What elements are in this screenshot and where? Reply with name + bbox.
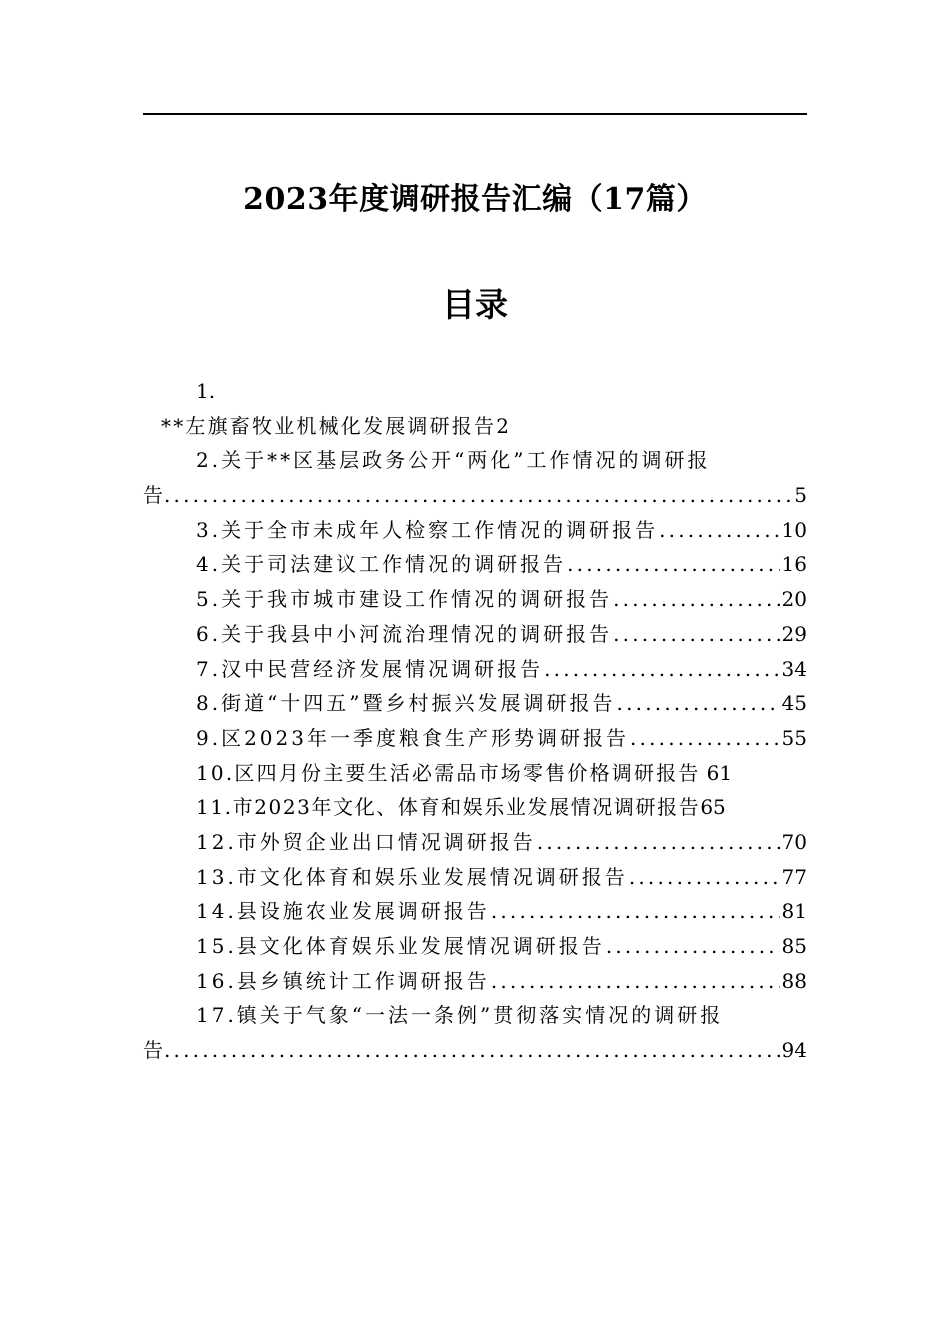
dot-leader bbox=[617, 686, 780, 721]
toc-item-2-text: 2.关于**区基层政务公开“两化”工作情况的调研报 bbox=[196, 448, 711, 473]
toc-item-17-page: 94 bbox=[781, 1038, 807, 1063]
toc-item-text: 3.关于全市未成年人检察工作情况的调研报告 bbox=[196, 517, 659, 542]
toc-item-14[interactable] bbox=[143, 894, 807, 929]
toc-item-text: 7.汉中民营经济发展情况调研报告 bbox=[196, 656, 544, 681]
toc-item-text: 8.街道“十四五”暨乡村振兴发展调研报告 bbox=[196, 691, 616, 716]
toc-item-page: 10 bbox=[781, 517, 807, 542]
toc-item-4[interactable] bbox=[143, 547, 807, 582]
dot-leader bbox=[491, 894, 780, 929]
toc-item-text: 11.市2023年文化、体育和娱乐业发展情况调研报告 bbox=[196, 795, 701, 820]
dot-leader bbox=[613, 617, 779, 652]
toc-item-15[interactable] bbox=[143, 929, 807, 964]
toc-item-page: 88 bbox=[781, 968, 807, 993]
dot-leader bbox=[537, 825, 780, 860]
top-rule bbox=[143, 113, 807, 115]
toc-item-6[interactable] bbox=[143, 617, 807, 652]
toc-item-text: 16.县乡镇统计工作调研报告 bbox=[196, 968, 490, 993]
toc-item-page: 20 bbox=[781, 587, 807, 612]
toc-item-text: 9.区2023年一季度粮食生产形势调研报告 bbox=[196, 725, 629, 750]
toc-item-1-number: 1. bbox=[196, 379, 216, 403]
toc-item-1-page: 2 bbox=[496, 413, 509, 438]
table-of-contents bbox=[143, 374, 807, 1068]
toc-item-page: 16 bbox=[781, 552, 807, 577]
toc-item-page: 61 bbox=[706, 760, 733, 785]
toc-item-9[interactable] bbox=[143, 721, 807, 756]
toc-item-1-text: **左旗畜牧业机械化发展调研报告 bbox=[161, 413, 497, 438]
toc-item-2-line1[interactable] bbox=[143, 443, 807, 478]
toc-item-page: 85 bbox=[781, 934, 807, 958]
dot-leader bbox=[659, 513, 779, 548]
toc-item-page: 55 bbox=[781, 725, 807, 750]
toc-item-1[interactable] bbox=[143, 409, 807, 444]
toc-item-17-text: 17.镇关于气象“一法一条例”贯彻落实情况的调研报 bbox=[196, 1003, 724, 1028]
toc-item-8[interactable] bbox=[143, 686, 807, 721]
toc-item-1-number-line[interactable] bbox=[143, 374, 807, 409]
toc-item-text: 4.关于司法建议工作情况的调研报告 bbox=[196, 552, 567, 577]
toc-item-3[interactable] bbox=[143, 513, 807, 548]
dot-leader bbox=[613, 582, 779, 617]
dot-leader bbox=[606, 929, 780, 964]
document-title: 2023年度调研报告汇编（17篇） bbox=[243, 182, 707, 217]
toc-item-text: 5.关于我市城市建设工作情况的调研报告 bbox=[196, 587, 613, 612]
toc-item-7[interactable] bbox=[143, 652, 807, 687]
toc-item-13[interactable] bbox=[143, 860, 807, 895]
toc-item-2-text-cont: 告 bbox=[143, 483, 163, 508]
toc-item-text: 15.县文化体育娱乐业发展情况调研报告 bbox=[196, 934, 605, 958]
toc-item-17-text-cont: 告 bbox=[143, 1038, 163, 1063]
toc-item-page: 34 bbox=[781, 656, 807, 681]
toc-item-text: 10.区四月份主要生活必需品市场零售价格调研报告 bbox=[196, 760, 701, 785]
dot-leader bbox=[567, 547, 779, 582]
toc-item-text: 13.市文化体育和娱乐业发展情况调研报告 bbox=[196, 864, 628, 889]
toc-item-page: 70 bbox=[781, 829, 807, 854]
toc-item-5[interactable] bbox=[143, 582, 807, 617]
toc-item-page: 45 bbox=[781, 691, 807, 716]
dot-leader bbox=[164, 1033, 780, 1068]
toc-item-12[interactable] bbox=[143, 825, 807, 860]
toc-item-page: 77 bbox=[781, 864, 807, 889]
dot-leader bbox=[629, 860, 780, 895]
toc-item-page: 81 bbox=[781, 899, 807, 924]
toc-item-2-line2[interactable] bbox=[143, 478, 807, 513]
dot-leader bbox=[164, 478, 792, 513]
toc-item-17-line2[interactable] bbox=[143, 1033, 807, 1068]
toc-item-text: 12.市外贸企业出口情况调研报告 bbox=[196, 829, 536, 854]
dot-leader bbox=[491, 964, 780, 999]
toc-item-2-page: 5 bbox=[794, 483, 807, 508]
toc-item-text: 14.县设施农业发展调研报告 bbox=[196, 899, 490, 924]
toc-item-10[interactable] bbox=[143, 756, 807, 791]
toc-heading: 目录 bbox=[442, 285, 508, 324]
toc-item-11[interactable] bbox=[143, 790, 807, 825]
toc-item-page: 29 bbox=[781, 621, 807, 646]
toc-item-16[interactable] bbox=[143, 964, 807, 999]
dot-leader bbox=[544, 652, 779, 687]
dot-leader bbox=[630, 721, 780, 756]
toc-item-text: 6.关于我县中小河流治理情况的调研报告 bbox=[196, 621, 613, 646]
toc-item-page: 65 bbox=[700, 795, 726, 820]
toc-item-17-line1[interactable] bbox=[143, 998, 807, 1033]
